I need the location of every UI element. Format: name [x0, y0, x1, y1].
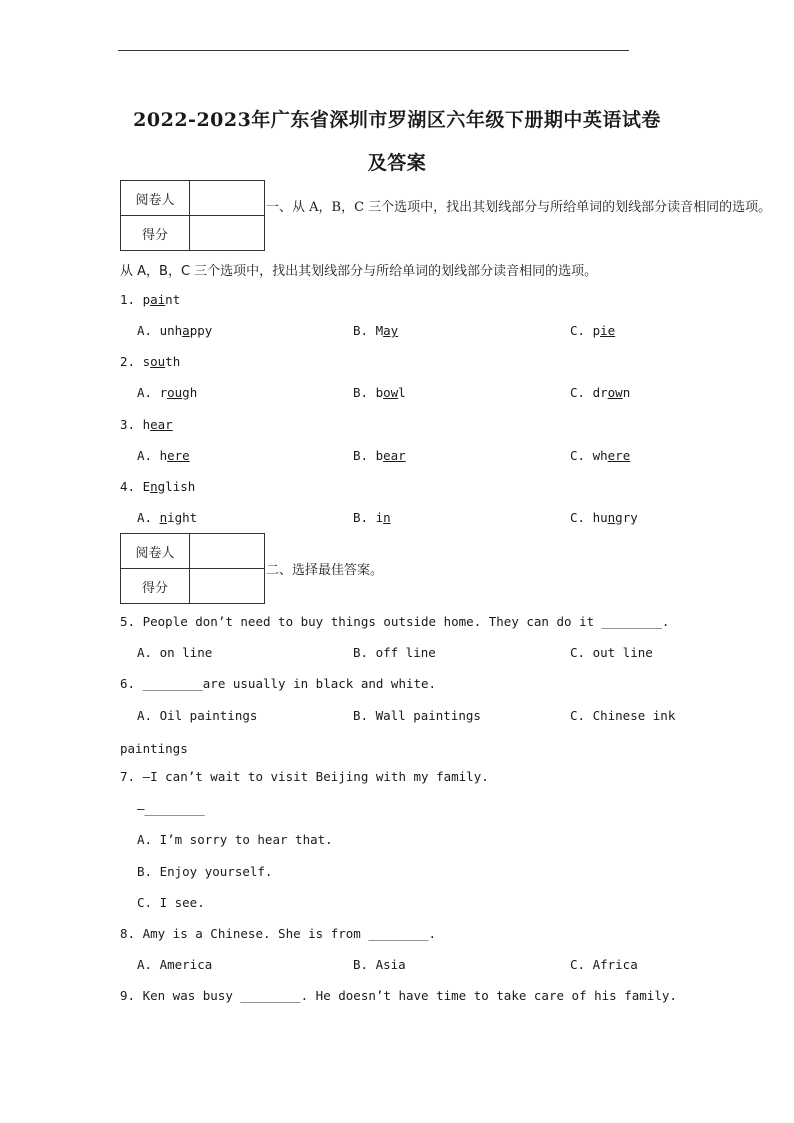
q5-option-c: C. out line [570, 645, 653, 660]
question-word [143, 292, 181, 307]
option-label: C. [570, 510, 593, 525]
word-part: unh [159, 323, 183, 338]
q6-option-b: B. Wall paintings [353, 708, 481, 723]
reviewer-cell [190, 181, 265, 216]
header-rule [118, 50, 629, 51]
underlined-letters: ou [150, 354, 166, 369]
word-part: glish [157, 479, 196, 494]
word-part: ight [167, 510, 198, 525]
question-1-option-a [137, 323, 212, 338]
option-word [593, 385, 631, 400]
underlined-letters: ie [600, 323, 616, 338]
option-word [160, 448, 190, 463]
question-word [143, 417, 173, 432]
underlined-letters: n [150, 479, 158, 494]
word-part: p [142, 292, 151, 307]
underlined-letters: n [383, 510, 391, 525]
question-3 [120, 417, 173, 432]
question-1 [120, 292, 180, 307]
option-word [376, 385, 406, 400]
option-label: B. [353, 385, 376, 400]
page-title-cont: 及答案 [367, 152, 427, 174]
q6-option-c-cont: paintings [120, 741, 188, 756]
reviewer-label: 阅卷人 [121, 181, 190, 216]
question-2 [120, 354, 180, 369]
question-number: 1. [120, 292, 143, 307]
word-part: gry [615, 510, 638, 525]
q8-option-a: A. America [137, 957, 213, 972]
word-part: E [142, 479, 151, 494]
option-word [376, 448, 406, 463]
score-label: 得分 [121, 569, 190, 604]
question-4 [120, 479, 195, 494]
word-part: gh [182, 385, 198, 400]
question-word [143, 354, 181, 369]
option-label: A. [137, 385, 160, 400]
underlined-letters: ere [167, 448, 190, 463]
word-part: wh [592, 448, 608, 463]
underlined-letters: ere [607, 448, 631, 463]
question-2-option-c [570, 385, 630, 400]
question-3-option-c [570, 448, 630, 463]
word-part: n [622, 385, 631, 400]
word-part: s [142, 354, 151, 369]
question-2-option-a [137, 385, 197, 400]
section1-instruction: 从 A，B，C 三个选项中，找出其划线部分与所给单词的划线部分读音相同的选项。 [120, 264, 598, 279]
word-part: th [165, 354, 181, 369]
underlined-letters: a [182, 323, 190, 338]
q6-option-a: A. Oil paintings [137, 708, 258, 723]
q6-stem: 6. ________are usually in black and white. [120, 676, 437, 691]
score-cell [190, 216, 265, 251]
option-label: A. [137, 510, 160, 525]
option-word [593, 448, 631, 463]
underlined-letters: ou [167, 385, 183, 400]
score-cell [190, 569, 265, 604]
reviewer-label: 阅卷人 [121, 534, 190, 569]
word-part: dr [592, 385, 608, 400]
word-part: i [375, 510, 384, 525]
question-number: 4. [120, 479, 143, 494]
q8-stem: 8. Amy is a Chinese. She is from ________. [120, 926, 437, 941]
word-part: b [375, 448, 384, 463]
word-part: h [142, 417, 151, 432]
word-part: b [375, 385, 384, 400]
question-number: 2. [120, 354, 143, 369]
question-1-option-c [570, 323, 615, 338]
option-word [160, 510, 198, 525]
question-4-option-c [570, 510, 638, 525]
option-word [160, 323, 213, 338]
word-part: hu [592, 510, 608, 525]
q7-option-c: C. I see. [137, 895, 205, 910]
page-title: 2022-2023年广东省深圳市罗湖区六年级下册期中英语试卷 [133, 109, 661, 131]
q7-option-b: B. Enjoy yourself. [137, 864, 273, 879]
underlined-letters: n [159, 510, 168, 525]
word-part: p [592, 323, 601, 338]
option-label: B. [353, 323, 376, 338]
question-4-option-a [137, 510, 197, 525]
option-label: C. [570, 448, 593, 463]
option-label: C. [570, 385, 593, 400]
option-label: C. [570, 323, 593, 338]
word-part: ppy [189, 323, 213, 338]
question-2-option-b [353, 385, 406, 400]
score-box-2 [120, 533, 265, 604]
option-word [593, 323, 616, 338]
underlined-letters: ay [383, 323, 399, 338]
q8-option-c: C. Africa [570, 957, 638, 972]
question-number: 3. [120, 417, 143, 432]
option-word [160, 385, 198, 400]
option-label: B. [353, 510, 376, 525]
question-3-option-a [137, 448, 190, 463]
option-word [376, 510, 391, 525]
q7-option-a: A. I’m sorry to hear that. [137, 832, 333, 847]
option-label: B. [353, 448, 376, 463]
q6-option-c: C. Chinese ink [570, 708, 676, 723]
reviewer-cell [190, 534, 265, 569]
score-box-1 [120, 180, 265, 251]
option-label: A. [137, 448, 160, 463]
word-part: l [398, 385, 406, 400]
score-label: 得分 [121, 216, 190, 251]
q7-reply: —________ [137, 801, 205, 816]
underlined-letters: ow [383, 385, 399, 400]
underlined-letters: ear [383, 448, 406, 463]
option-label: A. [137, 323, 160, 338]
q5-option-b: B. off line [353, 645, 436, 660]
q7-stem: 7. —I can’t wait to visit Beijing with my family. [120, 769, 489, 784]
question-1-option-b [353, 323, 398, 338]
q8-option-b: B. Asia [353, 957, 406, 972]
word-part: h [159, 448, 168, 463]
question-3-option-b [353, 448, 406, 463]
underlined-letters: ear [150, 417, 173, 432]
word-part: M [375, 323, 384, 338]
question-word [143, 479, 196, 494]
word-part: r [159, 385, 168, 400]
q5-stem: 5. People don’t need to buy things outside home. They can do it ________. [120, 614, 670, 629]
q5-option-a: A. on line [137, 645, 213, 660]
underlined-letters: ai [150, 292, 166, 307]
section1-heading: 一、从 A，B，C 三个选项中，找出其划线部分与所给单词的划线部分读音相同的选项。 [266, 200, 772, 215]
underlined-letters: ow [607, 385, 623, 400]
section2-heading: 二、选择最佳答案。 [266, 563, 384, 578]
word-part: nt [165, 292, 181, 307]
question-4-option-b [353, 510, 391, 525]
underlined-letters: n [607, 510, 616, 525]
option-word [376, 323, 399, 338]
option-word [593, 510, 638, 525]
q9-stem: 9. Ken was busy ________. He doesn’t have time to take care of his family. [120, 988, 677, 1003]
